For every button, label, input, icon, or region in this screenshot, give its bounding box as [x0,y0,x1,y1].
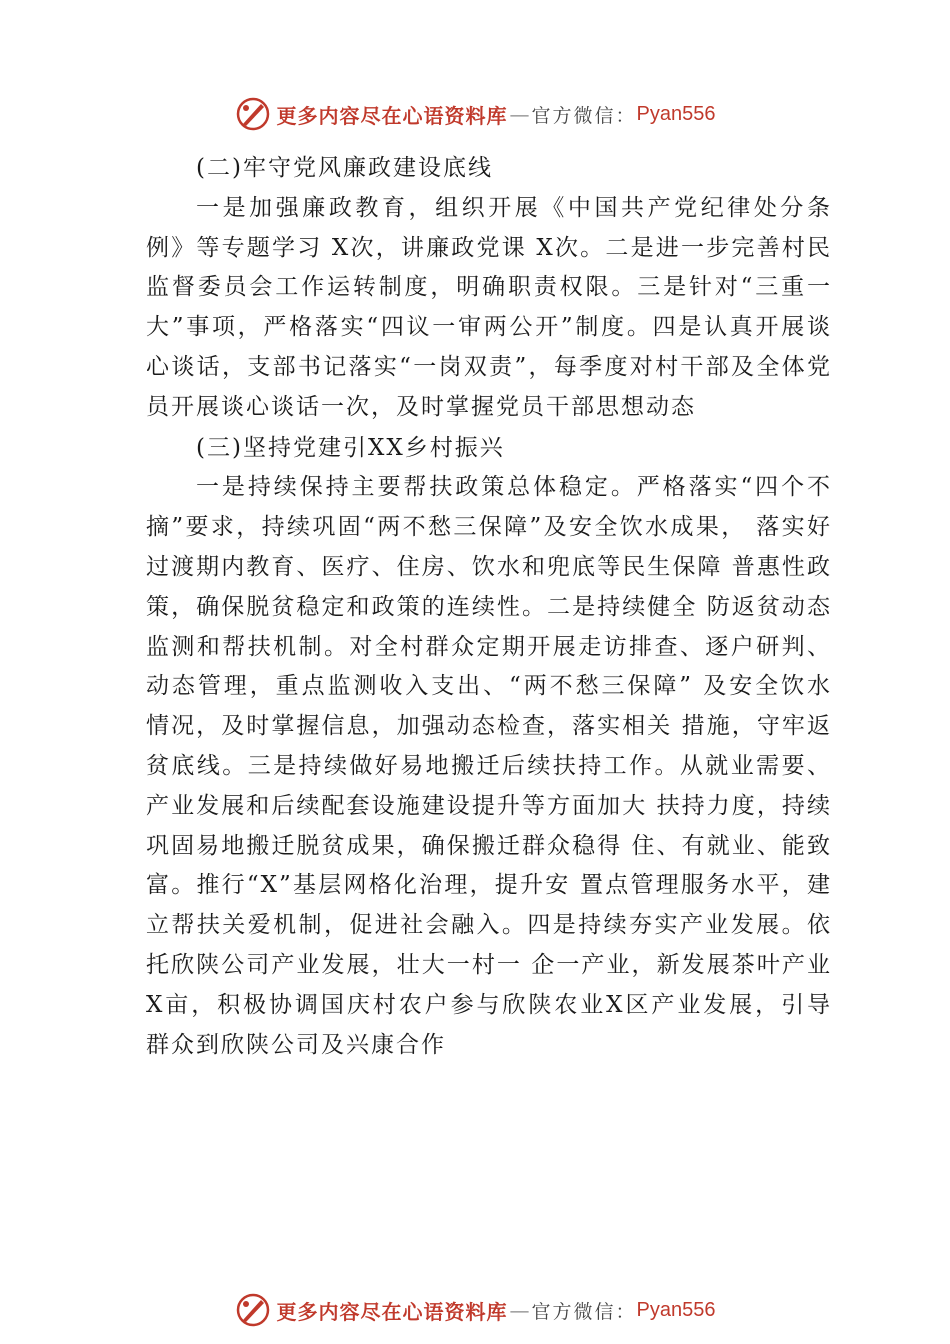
section-3-heading: (三)坚持党建引XX乡村振兴 [196,434,505,461]
contact-label: 官方微信： [531,104,637,127]
banner-dash: — [509,1298,530,1322]
quill-logo-icon [235,1292,271,1328]
quill-logo-icon [235,96,271,132]
banner-dash: — [509,102,530,126]
brand-name: 更多内容尽在心语资料库 [276,103,508,128]
wechat-handle: Pyan556 [636,102,716,125]
document-body [146,148,832,1065]
section-2-paragraph: 一是加强廉政教育，组织开展《中国共产党纪律处分条例》等专题学习 X次，讲廉政党课 X次。二是进一步完善村民监督委员会工作运转制度，明确职责权限。三是针对“三重一大”事项，严格落实“四议一审两公开”制度。四是认真开展谈心谈话，支部书记落实“一岗双责”，每季度对村干部及全体党员开展谈心谈话一次，及时掌握党员干部思想动态 [146,194,832,420]
contact-label: 官方微信： [531,1300,637,1323]
brand-name: 更多内容尽在心语资料库 [276,1299,508,1324]
top-watermark-banner [0,92,950,136]
section-3-paragraph: 一是持续保持主要帮扶政策总体稳定。严格落实“四个不摘”要求，持续巩固“两不愁三保障”及安全饮水成果， 落实好过渡期内教育、医疗、住房、饮水和兜底等民生保障 普惠性政策，确保脱贫稳定和政策的连续性。二是持续健全 防返贫动态监测和帮扶机制。对全村群众定期开展走访排查、逐户研判、动态管理，重点监测收入支出、“两不愁三保障” 及安全饮水情况，及时掌握信息，加强动态检查，落实相关 措施，守牢返贫底线。三是持续做好易地搬迁后续扶持工作。从就业需要、产业发展和后续配套设施建设提升等方面加大 扶持力度，持续巩固易地搬迁脱贫成果，确保搬迁群众稳得 住、有就业、能致富。推行“X”基层网格化治理，提升安 置点管理服务水平，建立帮扶关爱机制，促进社会融入。四是持续夯实产业发展。依托欣陕公司产业发展，壮大一村一 企一产业，新发展茶叶产业 X亩，积极协调国庆村农户参与欣陕农业X区产业发展，引导群众到欣陕公司及兴康合作 [146,474,832,1058]
bottom-watermark-banner [0,1288,950,1332]
wechat-handle: Pyan556 [636,1298,716,1321]
section-2-heading: (二)牢守党风廉政建设底线 [196,155,493,181]
